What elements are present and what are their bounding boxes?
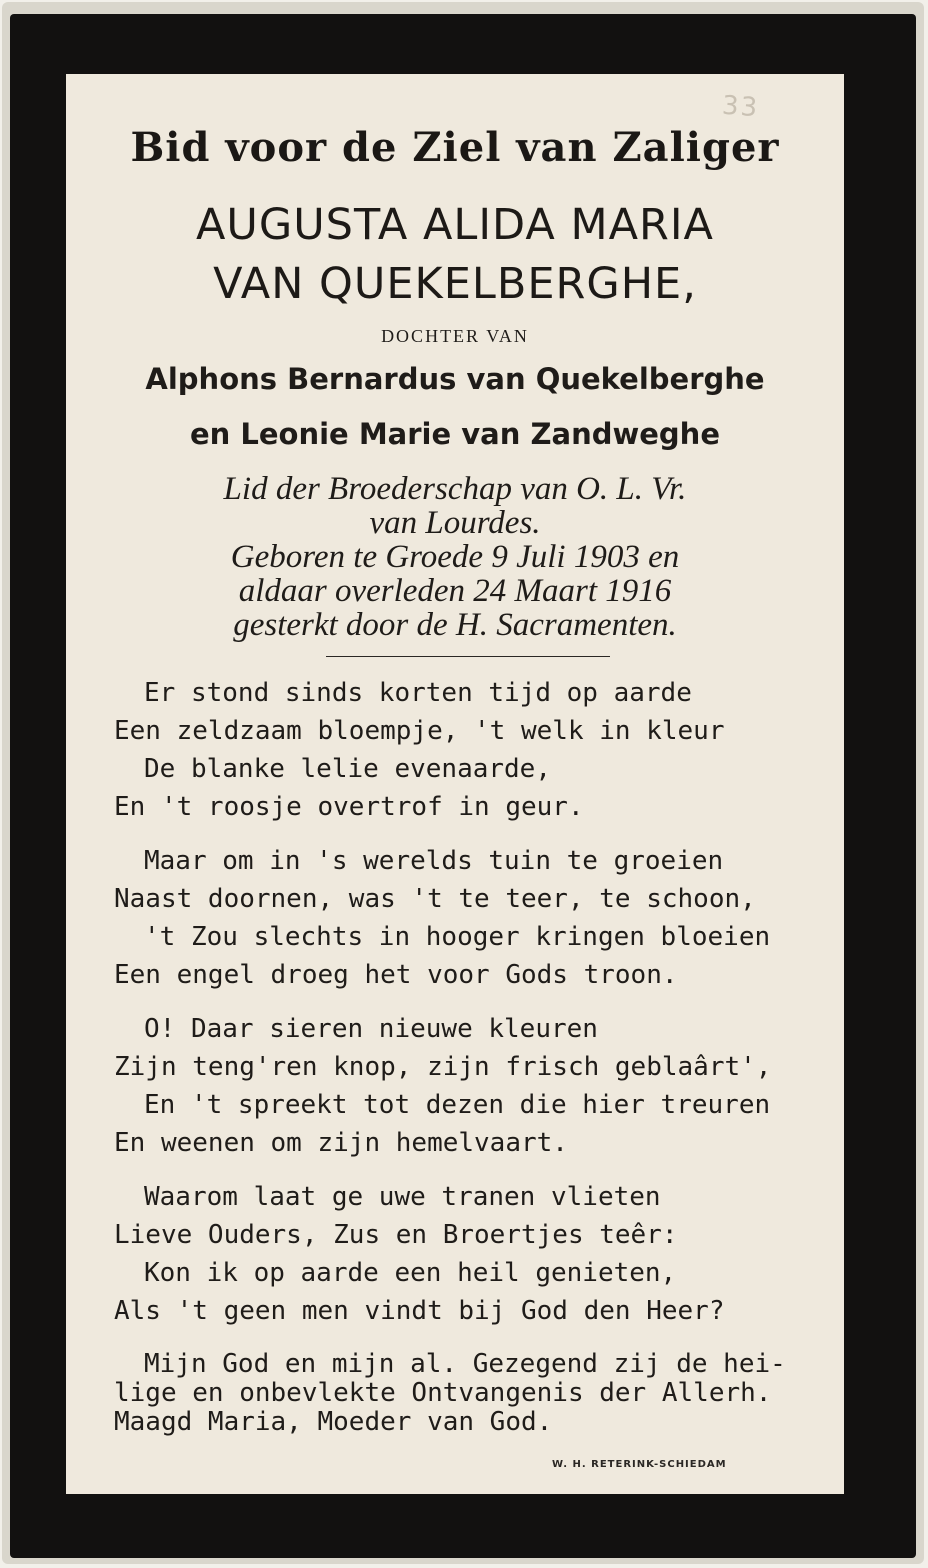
poem-line: Als 't geen men vindt bij God den Heer? [114,1296,725,1326]
poem-stanza-1 [114,674,814,826]
prayer [114,1350,814,1437]
poem-line: O! Daar sieren nieuwe kleuren [144,1014,598,1044]
poem-stanza-2 [114,842,814,994]
poem-line: Kon ik op aarde een heil genieten, [144,1258,677,1288]
poem-line: En 't roosje overtrof in geur. [114,792,584,822]
brotherhood-line: Lid der Broederschap van O. L. Vr. [223,471,687,507]
poem-line: Lieve Ouders, Zus en Broertjes teêr: [114,1220,678,1250]
poem-stanza-3 [114,1010,814,1162]
sacraments-line: gesterkt door de H. Sacramenten. [233,607,677,643]
poem-line: Waarom laat ge uwe tranen vlieten [144,1182,661,1212]
poem-line: 't Zou slechts in hooger kringen bloeien [144,922,771,952]
prayer-line: Mijn God en mijn al. Gezegend zij de hei- [144,1349,786,1379]
poem-line: Naast doornen, was 't te teer, te schoon, [114,884,756,914]
deceased-name-line-2: VAN QUEKELBERGHE, [213,259,697,309]
poem-line: De blanke lelie evenaarde, [144,754,551,784]
prayer-line: lige en onbevlekte Ontvangenis der Allerh. [114,1378,772,1408]
death-line: aldaar overleden 24 Maart 1916 [238,573,672,609]
deceased-name-line-1: AUGUSTA ALIDA MARIA [196,200,714,250]
daughter-of-label: DOCHTER VAN [381,326,529,346]
printer-imprint: W. H. RETERINK-SCHIEDAM [552,1459,727,1470]
pencil-mark: 33 [720,90,761,124]
divider-rule [326,656,610,657]
poem-line: Een engel droeg het voor Gods troon. [114,960,678,990]
heading: Bid voor de Ziel van Zaliger [130,124,780,171]
lourdes-line: van Lourdes. [369,505,541,541]
birth-line: Geboren te Groede 9 Juli 1903 en [230,539,680,575]
poem-line: Maar om in 's werelds tuin te groeien [144,846,724,876]
memorial-card [66,74,844,1494]
poem-line: Een zeldzaam bloempje, 't welk in kleur [114,716,725,746]
prayer-line: Maagd Maria, Moeder van God. [114,1407,553,1437]
poem-line: En weenen om zijn hemelvaart. [114,1128,568,1158]
poem-line: Zijn teng'ren knop, zijn frisch geblaârt', [114,1052,772,1082]
mother-name: en Leonie Marie van Zandweghe [189,417,720,451]
poem-stanza-4 [114,1178,814,1330]
father-name: Alphons Bernardus van Quekelberghe [145,362,765,396]
poem-line: En 't spreekt tot dezen die hier treuren [144,1090,771,1120]
poem-line: Er stond sinds korten tijd op aarde [144,678,692,708]
